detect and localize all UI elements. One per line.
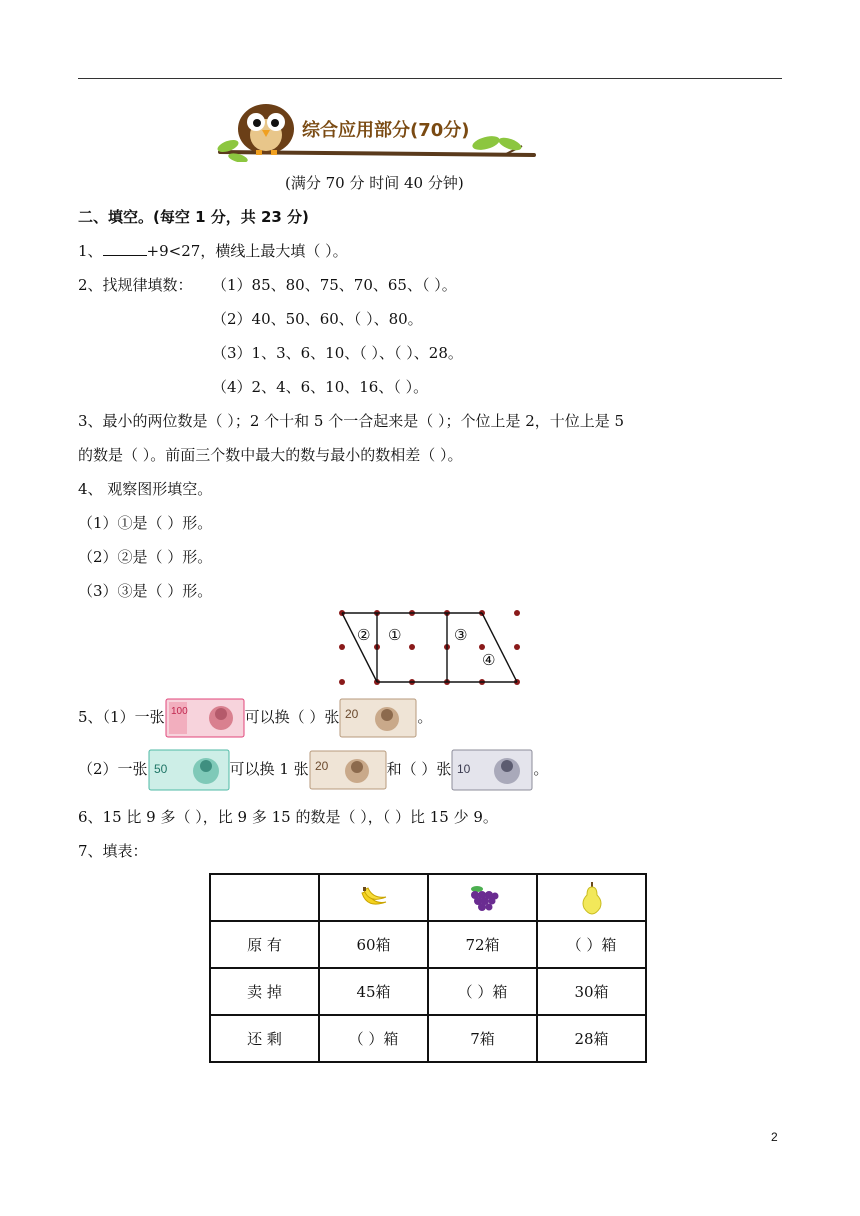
exam-subtitle: (满分 70 分 时间 40 分钟) [285, 174, 464, 192]
q5-1-text-c: 。 [417, 708, 433, 726]
table-cell: 7箱 [428, 1015, 537, 1062]
q7-title: 7、填表： [78, 842, 148, 860]
table-cell: 60箱 [319, 921, 428, 968]
q5-1-text-b: 可以换（ ）张 [244, 708, 340, 726]
table-cell: 30箱 [537, 968, 646, 1015]
note-20-denomination: 20 [314, 759, 328, 773]
banknote-20-image [309, 750, 387, 790]
table-row [210, 921, 646, 968]
header-rule [78, 78, 782, 79]
q4-item-1: （1）①是（ ）形。 [78, 514, 213, 532]
banknote-50-image [148, 749, 230, 791]
table-cell: 72箱 [428, 921, 537, 968]
shape-label-4: ④ [482, 651, 496, 669]
q2-line-3: （3）1、3、6、10、（ ）、（ ）、28。 [212, 344, 463, 362]
note-100-denomination: 100 [170, 706, 188, 717]
q3-line-1: 3、最小的两位数是（ ）；2 个十和 5 个一合起来是（ ）；个位上是 2，十位上是 5 [78, 412, 625, 430]
section-heading: 二、填空。(每空 1 分，共 23 分) [78, 208, 309, 226]
table-corner-cell [210, 874, 319, 921]
banknote-100-image [165, 698, 245, 738]
q2-line-2: （2）40、50、60、（ ）、80。 [212, 310, 423, 328]
table-cell-blank[interactable]: （ ）箱 [428, 968, 537, 1015]
shape-label-1: ① [388, 626, 402, 644]
page-number: 2 [771, 1130, 778, 1144]
banana-icon [359, 885, 389, 911]
note-10-denomination: 10 [457, 762, 471, 776]
q1-prefix: 1、 [78, 242, 103, 260]
shape-grid-figure [330, 603, 530, 693]
table-cell-blank[interactable]: （ ）箱 [537, 921, 646, 968]
row-label-remaining: 还 剩 [210, 1015, 319, 1062]
note-20-denomination: 20 [345, 707, 359, 721]
section-banner [216, 100, 536, 162]
q4-title: 4、 观察图形填空。 [78, 480, 213, 498]
table-header-row [210, 874, 646, 921]
fruit-box-table [209, 873, 647, 1063]
q4-item-3: （3）③是（ ）形。 [78, 582, 213, 600]
table-cell-blank[interactable]: （ ）箱 [319, 1015, 428, 1062]
q2-line-1: （1）85、80、75、70、65、（ ）。 [212, 276, 457, 294]
row-label-sold: 卖 掉 [210, 968, 319, 1015]
banknote-20-image [339, 698, 417, 738]
q5-line-2 [78, 746, 548, 792]
q5-2-text-d: 。 [533, 760, 549, 778]
table-header-cell [537, 874, 646, 921]
question-1 [78, 240, 348, 261]
table-row [210, 968, 646, 1015]
note-50-denomination: 50 [153, 762, 167, 776]
question-2-label: 2、找规律填数： [78, 276, 193, 294]
table-cell: 28箱 [537, 1015, 646, 1062]
q2-line-4: （4）2、4、6、10、16、（ ）。 [212, 378, 429, 396]
banknote-10-image [451, 749, 533, 791]
table-cell: 45箱 [319, 968, 428, 1015]
shape-label-2: ② [357, 626, 371, 644]
q5-2-text-a: （2）一张 [78, 760, 148, 778]
q5-1-text-a: 5、（1）一张 [78, 708, 165, 726]
grapes-icon [467, 884, 499, 912]
answer-blank-line[interactable] [103, 243, 147, 256]
table-row [210, 1015, 646, 1062]
shape-label-3: ③ [454, 626, 468, 644]
table-header-cell [428, 874, 537, 921]
table-header-cell [319, 874, 428, 921]
q4-item-2: （2）②是（ ）形。 [78, 548, 213, 566]
banner-title: 综合应用部分(70分) [302, 120, 470, 141]
q3-line-2: 的数是（ ）。前面三个数中最大的数与最小的数相差（ ）。 [78, 446, 463, 464]
pear-icon [579, 881, 605, 915]
q5-2-text-c: 和（ ）张 [386, 760, 452, 778]
q5-2-text-b: 可以换 1 张 [229, 760, 309, 778]
q5-line-1 [78, 696, 432, 738]
q1-text: +9<27，横线上最大填（ ）。 [146, 242, 348, 260]
row-label-original: 原 有 [210, 921, 319, 968]
question-6: 6、15 比 9 多（ ），比 9 多 15 的数是（ ），（ ）比 15 少 9。 [78, 808, 498, 826]
